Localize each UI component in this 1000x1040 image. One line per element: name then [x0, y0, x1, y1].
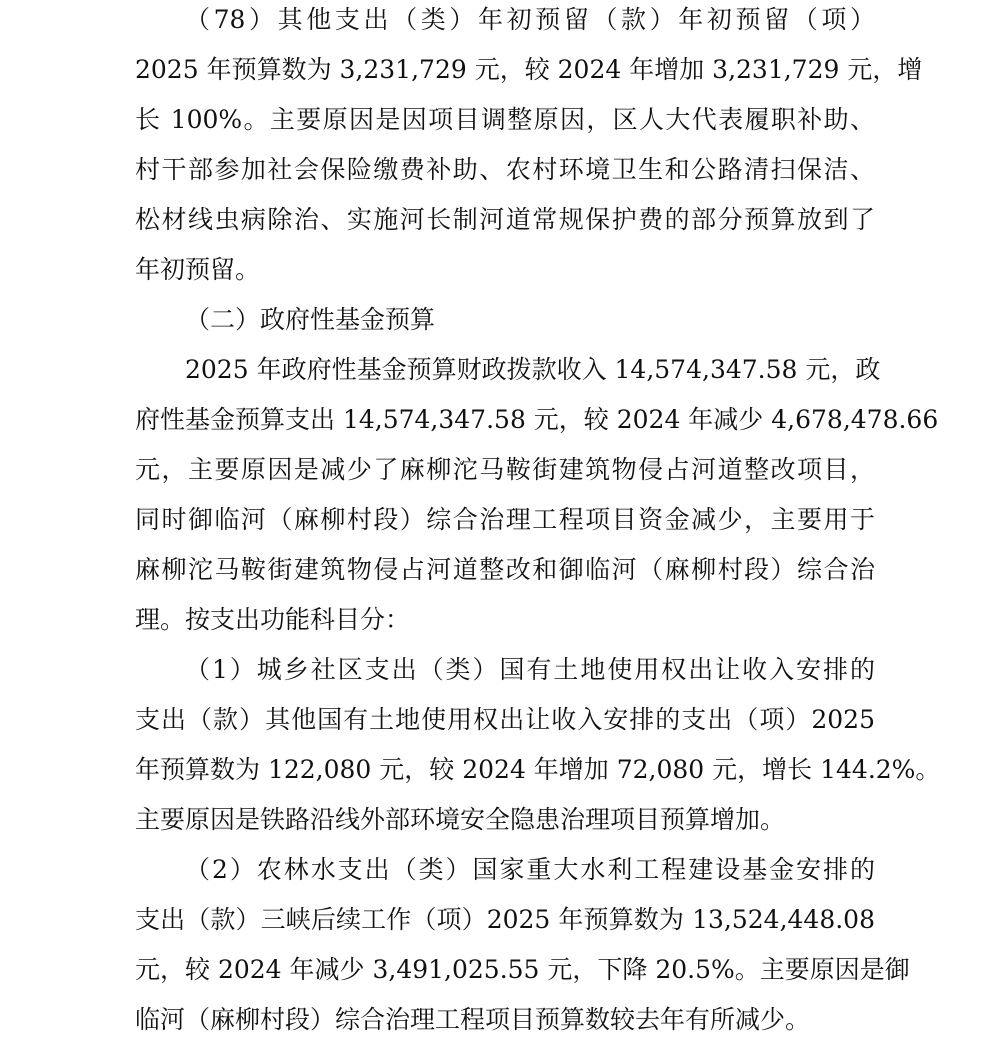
paragraph-line: 长 100%。主要原因是因项目调整原因，区人大代表履职补助、 — [135, 105, 875, 134]
paragraph-line: 麻柳沱马鞍街建筑物侵占河道整改和御临河（麻柳村段）综合治 — [135, 555, 875, 584]
paragraph-line: 元，较 2024 年减少 3,491,025.55 元，下降 20.5%。主要原因是御 — [135, 955, 910, 984]
paragraph-line: 府性基金预算支出 14,574,347.58 元，较 2024 年减少 4,678,478.66 — [135, 405, 939, 434]
paragraph-line: 支出（款）三峡后续工作（项）2025 年预算数为 13,524,448.08 — [135, 905, 875, 934]
paragraph-line: 主要原因是铁路沿线外部环境安全隐患治理项目预算增加。 — [135, 805, 786, 834]
paragraph-line: 支出（款）其他国有土地使用权出让收入安排的支出（项）2025 — [135, 705, 875, 734]
section-heading: （二）政府性基金预算 — [185, 305, 436, 334]
paragraph-line: 村干部参加社会保险缴费补助、农村环境卫生和公路清扫保洁、 — [135, 155, 875, 184]
paragraph-line: 同时御临河（麻柳村段）综合治理工程项目资金减少，主要用于 — [135, 505, 875, 534]
paragraph-line: 年预算数为 122,080 元，较 2024 年增加 72,080 元，增长 144.2%。 — [135, 755, 941, 784]
paragraph-line: 2025 年政府性基金预算财政拨款收入 14,574,347.58 元，政 — [185, 355, 881, 384]
paragraph-line: （78）其他支出（类）年初预留（款）年初预留（项） — [185, 5, 875, 34]
paragraph-line: （2）农林水支出（类）国家重大水利工程建设基金安排的 — [185, 855, 875, 884]
paragraph-line: 元，主要原因是减少了麻柳沱马鞍街建筑物侵占河道整改项目， — [135, 455, 875, 484]
paragraph-line: 年初预留。 — [135, 255, 261, 284]
paragraph-line: 松材线虫病除治、实施河长制河道常规保护费的部分预算放到了 — [135, 205, 875, 234]
paragraph-line: （1）城乡社区支出（类）国有土地使用权出让收入安排的 — [185, 655, 875, 684]
paragraph-line: 临河（麻柳村段）综合治理工程项目预算数较去年有所减少。 — [135, 1005, 811, 1034]
paragraph-line: 2025 年预算数为 3,231,729 元，较 2024 年增加 3,231,729 元，增 — [135, 55, 923, 84]
paragraph-line: 理。按支出功能科目分： — [135, 605, 411, 634]
